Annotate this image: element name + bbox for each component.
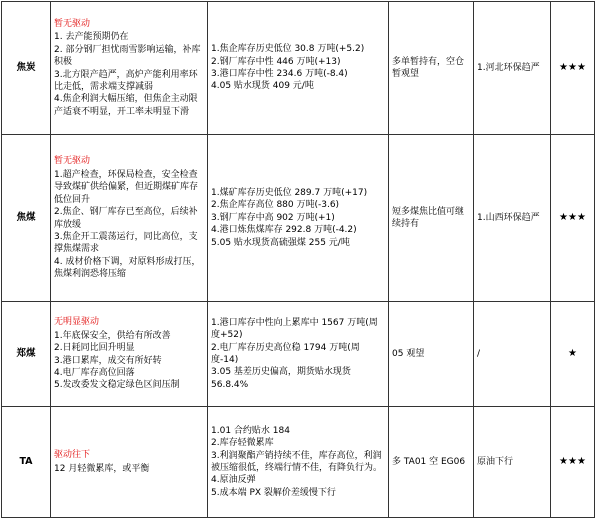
table-row <box>2 407 595 518</box>
commodity-name: 焦煤 <box>2 135 51 302</box>
strategy-cell: 多 TA01 空 EG06 <box>389 407 474 518</box>
inventory-cell <box>208 407 389 518</box>
fundamental-item: 4.焦企利润大幅压缩，但焦企主动限产适衰不明显，开工率未明显下滑 <box>54 94 198 117</box>
fundamental-item: 3.北方限产趋严，高炉产能利用率环比走低，需求端支撑减弱 <box>54 69 198 92</box>
commodity-analysis-table <box>1 1 595 518</box>
inventory-item: 2.库存轻微累库 <box>211 438 274 449</box>
fundamentals-cell <box>51 302 208 407</box>
inventory-item: 3.港口库存中性 234.6 万吨(-8.4) <box>211 69 348 79</box>
fundamental-item: 1.年底保安全，供给有所改善 <box>54 330 171 341</box>
table-row <box>2 135 595 302</box>
inventory-item: 3.钢厂库存中高 902 万吨(+1) <box>211 212 335 223</box>
fundamentals-cell <box>51 2 208 135</box>
inventory-item: 1.焦企库存历史低位 30.8 万吨(+5.2) <box>211 44 365 55</box>
risk-cell: 原油下行 <box>474 407 551 518</box>
fundamental-item: 2.日耗同比回升明显 <box>54 343 135 354</box>
strategy-cell: 05 观望 <box>389 302 474 407</box>
fundamentals-cell <box>51 135 208 302</box>
inventory-item: 2.焦企库存高位 880 万吨(-3.6) <box>211 200 340 211</box>
inventory-item: 2.钢厂库存中性 446 万吨(+13) <box>211 56 341 67</box>
inventory-item: 4.原油反弹 <box>211 475 256 486</box>
rating-stars: ★ <box>551 302 595 407</box>
inventory-item: 5.05 贴水现货高硫强煤 255 元/吨 <box>211 237 350 248</box>
fundamental-item: 3.港口累库，成交有所好转 <box>54 355 162 366</box>
risk-cell: 1.河北环保趋严 <box>474 2 551 135</box>
inventory-cell <box>208 302 389 407</box>
fundamental-item: 4.电厂库存高位回落 <box>54 367 135 378</box>
fundamental-item: 1. 去产能预期仍在 <box>54 32 129 43</box>
table-row <box>2 2 595 135</box>
fundamentals-cell <box>51 407 208 518</box>
driver-label: 暂无驱动 <box>54 156 91 167</box>
table-row <box>2 302 595 407</box>
fundamental-item: 4. 成材价格下调，对原料形成打压，焦煤利润恐将压缩 <box>54 256 201 280</box>
fundamental-item: 3.焦企开工震荡运行，同比高位，支撑焦煤需求 <box>54 231 198 255</box>
inventory-item: 4.港口炼焦煤库存 292.8 万吨(-4.2) <box>211 225 357 236</box>
strategy-cell: 短多煤焦比值可继续持有 <box>389 135 474 302</box>
strategy-cell: 多单暂持有，空仓暂观望 <box>389 2 474 135</box>
risk-cell: 1.山西环保趋严 <box>474 135 551 302</box>
risk-cell: / <box>474 302 551 407</box>
inventory-item: 1.01 合约贴水 184 <box>211 425 290 436</box>
inventory-item: 5.成本端 PX 裂解价差缓慢下行 <box>211 487 336 498</box>
inventory-cell <box>208 2 389 135</box>
driver-label: 无明显驱动 <box>54 317 100 328</box>
inventory-item: 3.05 基差历史偏高，期货贴水现货 56.8.4% <box>211 367 351 390</box>
rating-stars: ★★★ <box>551 407 595 518</box>
fundamental-item: 2. 部分钢厂担忧雨雪影响运输，补库积极 <box>54 44 201 68</box>
rating-stars: ★★★ <box>551 135 595 302</box>
inventory-item: 2.电厂库存历史高位稳 1794 万吨(周度-14) <box>211 342 360 365</box>
commodity-name: TA <box>2 407 51 518</box>
rating-stars: ★★★ <box>551 2 595 135</box>
inventory-item: 1.港口库存中性向上累库中 1567 万吨(周度+52) <box>211 317 378 341</box>
inventory-item: 1.煤矿库存历史低位 289.7 万吨(+17) <box>211 187 368 198</box>
commodity-name: 郑煤 <box>2 302 51 407</box>
driver-label: 驱动往下 <box>54 450 91 461</box>
fundamental-item: 2.焦企、钢厂库存已至高位，后续补库放缓 <box>54 207 198 230</box>
commodity-name: 焦炭 <box>2 2 51 135</box>
inventory-cell <box>208 135 389 302</box>
inventory-item: 4.05 贴水现货 409 元/吨 <box>211 81 314 92</box>
fundamental-item: 5.发改委发文稳定绿色区间压制 <box>54 380 180 391</box>
inventory-item: 3.利润聚酯产销持续不佳，库存高位，利润被压缩很低，终端行情不佳，有降负行为。 <box>211 450 383 473</box>
fundamental-item: 12 月轻微累库，或平衡 <box>54 463 150 474</box>
driver-label: 暂无驱动 <box>54 18 91 29</box>
fundamental-item: 1.超产检查，环保局检查，安全检查导致煤矿供给偏紧，但近期煤矿库存低位回升 <box>54 169 199 205</box>
